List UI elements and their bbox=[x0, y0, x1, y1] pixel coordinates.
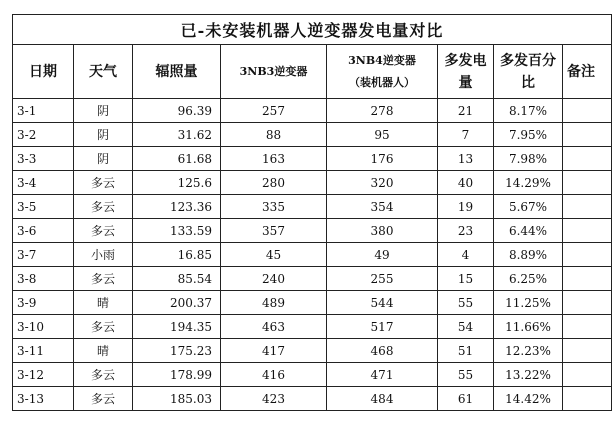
cell-note bbox=[563, 315, 612, 339]
cell-date: 3-8 bbox=[13, 267, 74, 291]
cell-inverter-3nb4: 380 bbox=[327, 219, 438, 243]
cell-date: 3-2 bbox=[13, 123, 74, 147]
header-extra-percent-line2: 比 bbox=[521, 74, 535, 91]
cell-date: 3-6 bbox=[13, 219, 74, 243]
cell-inverter-3nb4: 49 bbox=[327, 243, 438, 267]
cell-inverter-3nb3: 88 bbox=[221, 123, 327, 147]
cell-extra-percent: 6.25% bbox=[494, 267, 563, 291]
cell-irradiance: 96.39 bbox=[133, 99, 221, 123]
cell-note bbox=[563, 267, 612, 291]
cell-note bbox=[563, 123, 612, 147]
cell-extra-percent: 11.66% bbox=[494, 315, 563, 339]
header-inverter-3nb4 bbox=[327, 45, 438, 99]
cell-weather: 小雨 bbox=[74, 243, 133, 267]
cell-inverter-3nb4: 544 bbox=[327, 291, 438, 315]
cell-irradiance: 133.59 bbox=[133, 219, 221, 243]
header-row bbox=[13, 45, 612, 99]
cell-date: 3-7 bbox=[13, 243, 74, 267]
table-row bbox=[13, 339, 612, 363]
cell-inverter-3nb3: 163 bbox=[221, 147, 327, 171]
cell-date: 3-11 bbox=[13, 339, 74, 363]
cell-note bbox=[563, 387, 612, 411]
cell-extra-percent: 5.67% bbox=[494, 195, 563, 219]
cell-extra-percent: 14.29% bbox=[494, 171, 563, 195]
table-row bbox=[13, 219, 612, 243]
cell-date: 3-5 bbox=[13, 195, 74, 219]
cell-extra-percent: 7.95% bbox=[494, 123, 563, 147]
cell-weather: 晴 bbox=[74, 291, 133, 315]
cell-inverter-3nb4: 354 bbox=[327, 195, 438, 219]
cell-irradiance: 16.85 bbox=[133, 243, 221, 267]
cell-irradiance: 185.03 bbox=[133, 387, 221, 411]
cell-extra-output: 4 bbox=[438, 243, 494, 267]
cell-inverter-3nb3: 463 bbox=[221, 315, 327, 339]
cell-weather: 多云 bbox=[74, 195, 133, 219]
cell-inverter-3nb4: 278 bbox=[327, 99, 438, 123]
cell-inverter-3nb4: 484 bbox=[327, 387, 438, 411]
header-weather: 天气 bbox=[74, 45, 133, 99]
cell-irradiance: 175.23 bbox=[133, 339, 221, 363]
cell-weather: 阴 bbox=[74, 99, 133, 123]
header-inverter-3nb3: 3NB3逆变器 bbox=[221, 45, 327, 99]
cell-inverter-3nb4: 517 bbox=[327, 315, 438, 339]
cell-inverter-3nb3: 417 bbox=[221, 339, 327, 363]
comparison-table bbox=[12, 14, 612, 411]
header-inverter-3nb4-line1: 3NB4逆变器 bbox=[348, 53, 416, 67]
cell-date: 3-13 bbox=[13, 387, 74, 411]
cell-inverter-3nb4: 95 bbox=[327, 123, 438, 147]
cell-date: 3-4 bbox=[13, 171, 74, 195]
header-extra-percent-line1: 多发百分 bbox=[500, 52, 556, 69]
cell-extra-percent: 6.44% bbox=[494, 219, 563, 243]
cell-inverter-3nb3: 335 bbox=[221, 195, 327, 219]
cell-date: 3-10 bbox=[13, 315, 74, 339]
comparison-table-container bbox=[12, 14, 612, 411]
cell-note bbox=[563, 339, 612, 363]
cell-inverter-3nb3: 257 bbox=[221, 99, 327, 123]
cell-weather: 多云 bbox=[74, 387, 133, 411]
cell-inverter-3nb3: 45 bbox=[221, 243, 327, 267]
cell-inverter-3nb4: 176 bbox=[327, 147, 438, 171]
cell-weather: 多云 bbox=[74, 267, 133, 291]
cell-irradiance: 194.35 bbox=[133, 315, 221, 339]
table-title: 已-未安装机器人逆变器发电量对比 bbox=[13, 15, 612, 45]
cell-extra-output: 55 bbox=[438, 291, 494, 315]
table-row bbox=[13, 267, 612, 291]
header-extra-output-line1: 多发电 bbox=[444, 52, 487, 69]
table-row bbox=[13, 171, 612, 195]
cell-weather: 阴 bbox=[74, 123, 133, 147]
cell-extra-output: 40 bbox=[438, 171, 494, 195]
cell-date: 3-1 bbox=[13, 99, 74, 123]
cell-extra-output: 13 bbox=[438, 147, 494, 171]
cell-weather: 多云 bbox=[74, 363, 133, 387]
table-row bbox=[13, 363, 612, 387]
cell-weather: 晴 bbox=[74, 339, 133, 363]
cell-inverter-3nb3: 416 bbox=[221, 363, 327, 387]
table-row bbox=[13, 243, 612, 267]
table-row bbox=[13, 291, 612, 315]
cell-extra-percent: 13.22% bbox=[494, 363, 563, 387]
cell-note bbox=[563, 147, 612, 171]
cell-extra-percent: 7.98% bbox=[494, 147, 563, 171]
table-row bbox=[13, 123, 612, 147]
header-extra-output bbox=[438, 45, 494, 99]
cell-inverter-3nb3: 280 bbox=[221, 171, 327, 195]
cell-note bbox=[563, 363, 612, 387]
cell-inverter-3nb4: 471 bbox=[327, 363, 438, 387]
cell-extra-output: 19 bbox=[438, 195, 494, 219]
cell-date: 3-3 bbox=[13, 147, 74, 171]
cell-note bbox=[563, 243, 612, 267]
cell-irradiance: 200.37 bbox=[133, 291, 221, 315]
cell-inverter-3nb3: 489 bbox=[221, 291, 327, 315]
cell-note bbox=[563, 291, 612, 315]
cell-extra-output: 7 bbox=[438, 123, 494, 147]
cell-irradiance: 85.54 bbox=[133, 267, 221, 291]
cell-extra-percent: 12.23% bbox=[494, 339, 563, 363]
header-note: 备注 bbox=[563, 45, 612, 99]
cell-extra-percent: 8.89% bbox=[494, 243, 563, 267]
cell-inverter-3nb4: 468 bbox=[327, 339, 438, 363]
cell-inverter-3nb3: 423 bbox=[221, 387, 327, 411]
cell-irradiance: 61.68 bbox=[133, 147, 221, 171]
table-row bbox=[13, 99, 612, 123]
header-inverter-3nb4-line2: （装机器人） bbox=[349, 75, 415, 89]
cell-inverter-3nb3: 357 bbox=[221, 219, 327, 243]
cell-inverter-3nb3: 240 bbox=[221, 267, 327, 291]
cell-note bbox=[563, 171, 612, 195]
cell-note bbox=[563, 219, 612, 243]
cell-extra-percent: 14.42% bbox=[494, 387, 563, 411]
cell-note bbox=[563, 195, 612, 219]
cell-extra-output: 51 bbox=[438, 339, 494, 363]
table-row bbox=[13, 195, 612, 219]
table-row bbox=[13, 315, 612, 339]
cell-irradiance: 123.36 bbox=[133, 195, 221, 219]
cell-weather: 多云 bbox=[74, 315, 133, 339]
cell-extra-output: 15 bbox=[438, 267, 494, 291]
cell-inverter-3nb4: 255 bbox=[327, 267, 438, 291]
cell-extra-percent: 8.17% bbox=[494, 99, 563, 123]
cell-date: 3-12 bbox=[13, 363, 74, 387]
cell-weather: 阴 bbox=[74, 147, 133, 171]
table-row bbox=[13, 387, 612, 411]
cell-date: 3-9 bbox=[13, 291, 74, 315]
cell-weather: 多云 bbox=[74, 219, 133, 243]
cell-irradiance: 31.62 bbox=[133, 123, 221, 147]
cell-irradiance: 125.6 bbox=[133, 171, 221, 195]
cell-extra-output: 23 bbox=[438, 219, 494, 243]
cell-irradiance: 178.99 bbox=[133, 363, 221, 387]
cell-extra-output: 55 bbox=[438, 363, 494, 387]
header-irradiance: 辐照量 bbox=[133, 45, 221, 99]
cell-extra-percent: 11.25% bbox=[494, 291, 563, 315]
cell-extra-output: 61 bbox=[438, 387, 494, 411]
cell-extra-output: 54 bbox=[438, 315, 494, 339]
header-date: 日期 bbox=[13, 45, 74, 99]
cell-extra-output: 21 bbox=[438, 99, 494, 123]
cell-weather: 多云 bbox=[74, 171, 133, 195]
header-extra-percent bbox=[494, 45, 563, 99]
cell-inverter-3nb4: 320 bbox=[327, 171, 438, 195]
header-extra-output-line2: 量 bbox=[458, 74, 473, 91]
cell-note bbox=[563, 99, 612, 123]
table-row bbox=[13, 147, 612, 171]
